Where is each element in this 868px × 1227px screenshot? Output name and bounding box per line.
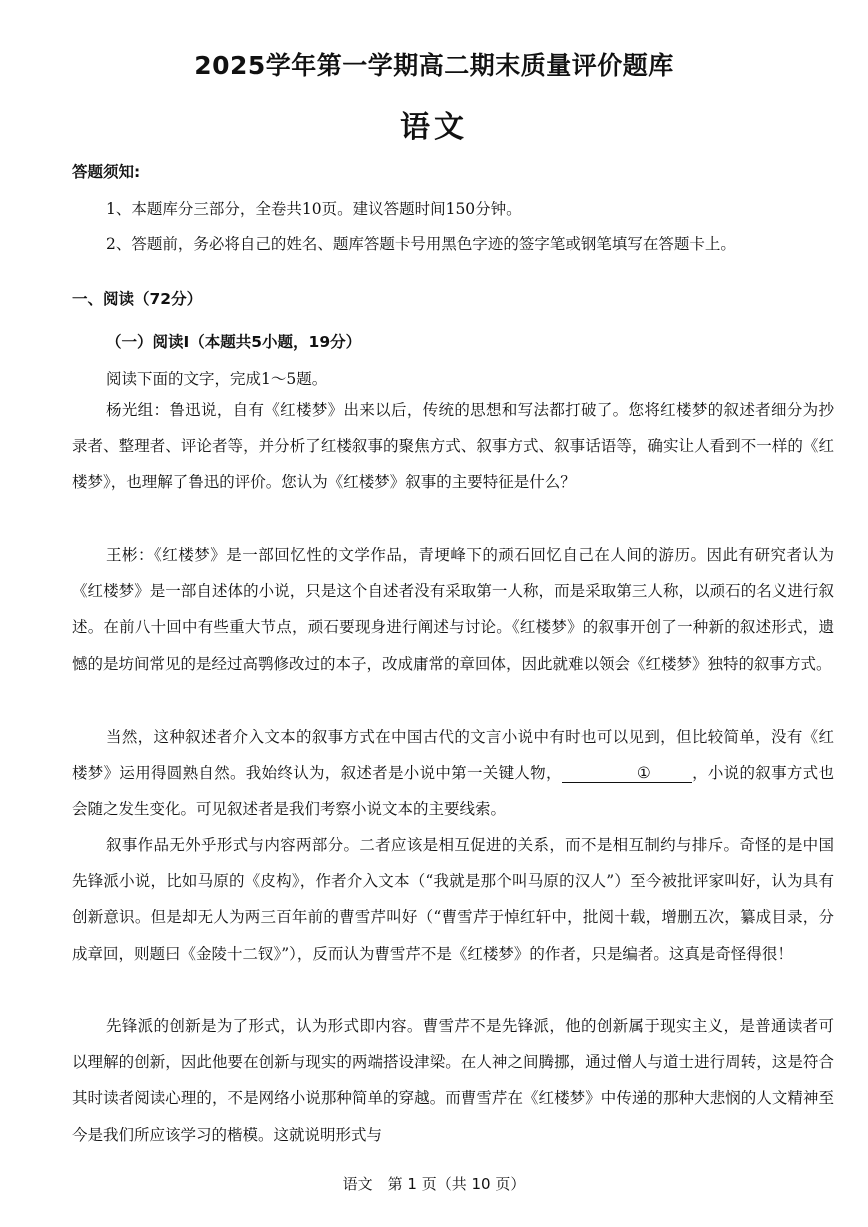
passage-text: ，小说的叙事方式也会随之发生变化。可见叙述者是我们考察小说文本的主要线索。 [72,764,834,819]
passage-text: 当然，这种叙述者介入文本的叙事方式在中国古代的文言小说中有时也可以见到，但比较简单，没有《红楼梦》运用得圆熟自然。我始终认为，叙述者是小说中第一关键人物， [72,728,834,783]
passage-paragraph-4 [72,827,834,972]
passage-paragraph-2 [72,537,834,682]
section-heading: 一、阅读（72分） [72,290,203,308]
passage-text: 杨光组：鲁迅说，自有《红楼梦》出来以后，传统的思想和写法都打破了。您将红楼梦的叙述者细分为抄录者、整理者、评论者等，并分析了红楼叙事的聚焦方式、叙事方式、叙事话语等，确实让人看到不一样的《红楼梦》，也理解了鲁迅的评价。您认为《红楼梦》叙事的主要特征是什么？ [72,401,834,492]
passage-paragraph-1 [72,392,834,501]
passage-text: 叙事作品无外乎形式与内容两部分。二者应该是相互促进的关系，而不是相互制约与排斥。奇怪的是中国先锋派小说，比如马原的《皮构》，作者介入文本（“我就是那个叫马原的汉人”）至今被批评家叫好，认为具有创新意识。但是却无人为两三百年前的曹雪芹叫好（“曹雪芹于悼红轩中，批阅十载，增删五次，纂成目录，分成章回，则题曰《金陵十二钗》”），反而认为曹雪芹不是《红楼梦》的作者，只是编者。这真是奇怪得很！ [72,836,834,963]
page-footer: 语文 第 1 页（共 10 页） [342,1175,526,1193]
instructions-heading: 答题须知: [72,163,141,181]
passage-paragraph-5 [72,1008,834,1153]
answer-blank-1[interactable]: ① [562,764,692,783]
passage-text: 先锋派的创新是为了形式，认为形式即内容。曹雪芹不是先锋派，他的创新属于现实主义，是普通读者可以理解的创新，因此他要在创新与现实的两端搭设津梁。在人神之间腾挪，通过僧人与道士进行周转，这是符合其时读者阅读心理的，不是网络小说那种简单的穿越。而曹雪芹在《红楼梦》中传递的那种大悲悯的人文精神至今是我们所应该学习的楷模。这就说明形式与 [72,1017,834,1144]
section-prompt: 阅读下面的文字，完成1～5题。 [106,370,328,388]
page-title: 2025学年第一学期高二期末质量评价题库 [194,51,674,80]
passage-text: 王彬：《红楼梦》是一部回忆性的文学作品，青埂峰下的顽石回忆自己在人间的游历。因此有研究者认为《红楼梦》是一部自述体的小说，只是这个自述者没有采取第一人称，而是采取第三人称，以顽石的名义进行叙述。在前八十回中有些重大节点，顽石要现身进行阐述与讨论。《红楼梦》的叙事开创了一种新的叙述形式，遗憾的是坊间常见的是经过高鹗修改过的本子，改成庸常的章回体，因此就难以领会《红楼梦》独特的叙事方式。 [72,546,834,673]
instruction-item-1: 1、本题库分三部分，全卷共10页。建议答题时间150分钟。 [106,200,522,218]
passage-paragraph-3 [72,719,834,828]
section-subheading: （一）阅读Ⅰ（本题共5小题，19分） [106,333,362,351]
instruction-item-2: 2、答题前，务必将自己的姓名、题库答题卡号用黑色字迹的签字笔或钢笔填写在答题卡上。 [106,235,736,253]
subject-title: 语文 [400,110,468,145]
